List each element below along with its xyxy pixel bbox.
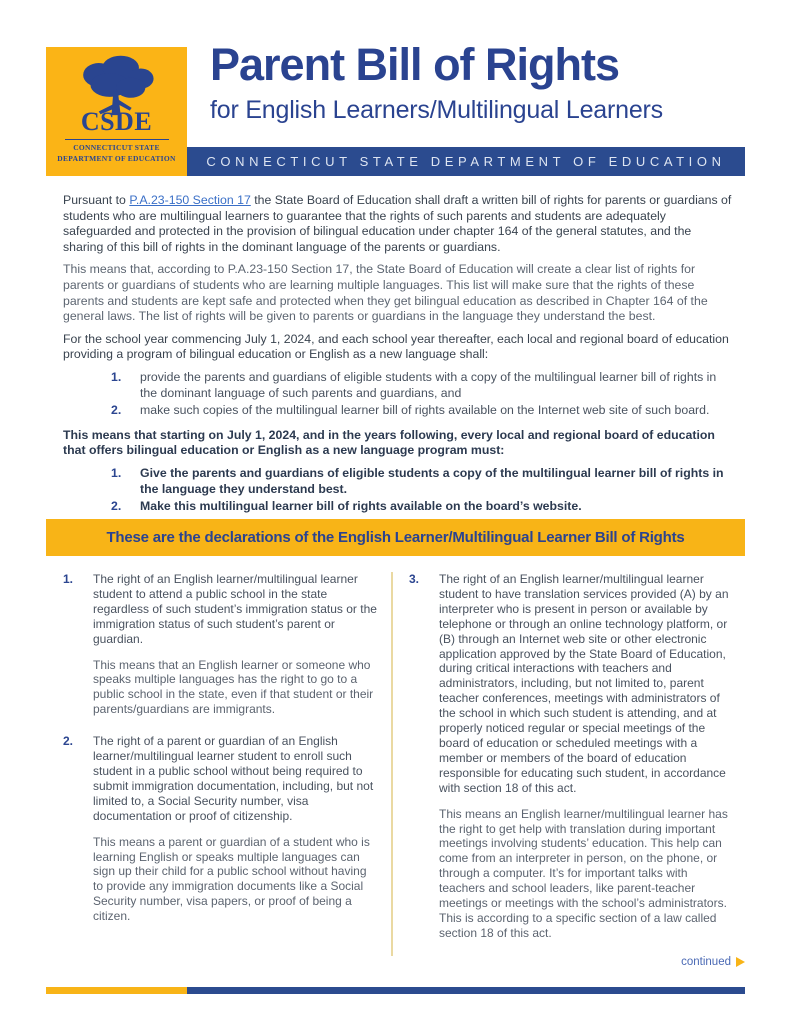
list-text: make such copies of the multilingual learner bill of rights available on the Internet web site of such board. <box>140 403 710 418</box>
declarations-column-left <box>46 572 378 956</box>
list-item <box>63 370 733 401</box>
department-banner: CONNECTICUT STATE DEPARTMENT OF EDUCATION <box>187 147 745 176</box>
declaration-number: 3. <box>409 572 420 586</box>
intro-section <box>46 193 746 524</box>
page-title: Parent Bill of Rights <box>210 39 620 90</box>
header <box>46 39 745 176</box>
logo-acronym: CSDE <box>80 107 153 136</box>
list-number: 1. <box>111 369 122 384</box>
footer-bar-navy-segment <box>187 987 745 994</box>
list-text: provide the parents and guardians of eligible students with a copy of the multilingual learner bill of rights in the dominant language of such parents and guardians, and <box>140 369 717 400</box>
footer-bar-gold-segment <box>46 987 187 994</box>
declaration-legal-text: The right of an English learner/multilingual learner student to have translation services provided (A) by an interpreter who is present in person or available by telephone or through an online technology platform, or (B) through an Internet web site or other electronic application approved by the State Board of Education, during critical interactions with teachers and administrators, including, but not limited to, parent teacher conferences, meetings with administrators of the school in which such student is attending, and at properly noticed regular or special meetings of the board of education or scheduled meetings with a member or members of the board of education responsible for educating such student, in accordance with section 18 of this act. <box>439 572 729 795</box>
intro-paragraph-requirements: For the school year commencing July 1, 2024, and each school year thereafter, each local and regional board of education providing a program of bilingual education or English as a new language shall: <box>63 331 729 362</box>
page-subtitle: for English Learners/Multilingual Learners <box>210 95 663 124</box>
list-number: 1. <box>111 465 122 480</box>
csde-logo <box>46 47 187 176</box>
list-text: Make this multilingual learner bill of rights available on the board’s website. <box>140 499 582 514</box>
continued-indicator <box>681 956 745 968</box>
list-item <box>63 403 733 419</box>
declaration-legal-text: The right of a parent or guardian of an English learner/multilingual learner student to enroll such student in a public school without being required to submit immigration documentation, including, but not limited to, a Social Security number, visa documentation or proof of citizenship. <box>93 734 374 823</box>
p1-prefix: Pursuant to <box>63 193 130 207</box>
declaration-explanation: This means an English learner/multilingual learner has the right to get help with translation during important meetings involving students’ education. This help can come from an interpreter in person, on the phone, or through a computer. It’s for important talks with teachers and school leaders, like parent-teacher meetings or meetings with the school’s administrators. This is according to a specific section of a law called section 18 of this act. <box>439 806 728 940</box>
logo-org-name: CONNECTICUT STATE DEPARTMENT OF EDUCATION <box>57 143 176 163</box>
list-number: 2. <box>111 499 122 514</box>
intro-paragraph-plain: This means that, according to P.A.23-150 Section 17, the State Board of Education will create a clear list of rights for parents or guardians of students who are learning multiple languages. This list will make sure that the rights of these parents and students are kept safe and protected when they get bilingual education as described in Chapter 164 of the general laws. The list of rights will be given to parents or guardians in the language they understand the best. <box>63 262 708 324</box>
intro-paragraph-bold: This means that starting on July 1, 2024, and in the years following, every local and regional board of education that offers bilingual education or English as a new language program must: <box>63 427 715 458</box>
requirements-list-plain-language <box>63 466 733 515</box>
footer-bar <box>46 987 745 994</box>
declarations-section <box>46 572 745 956</box>
declaration-item <box>63 734 378 924</box>
header-titles <box>187 39 745 176</box>
declarations-banner: These are the declarations of the English Learner/Multilingual Learner Bill of Rights <box>46 519 745 556</box>
list-item <box>63 499 733 515</box>
declaration-item <box>409 572 735 941</box>
statute-link[interactable]: P.A.23-150 Section 17 <box>129 193 251 207</box>
list-number: 2. <box>111 403 122 418</box>
declaration-legal-text: The right of an English learner/multilingual learner student to attend a public school in the state regardless of such student’s immigration status or the immigration status of such student’s parent or guardian. <box>93 572 377 646</box>
declaration-number: 1. <box>63 572 74 586</box>
declaration-item <box>63 572 378 717</box>
declarations-column-right <box>393 572 745 956</box>
list-text: Give the parents and guardians of eligible students a copy of the multilingual learner bill of rights in the language they understand best. <box>140 465 724 496</box>
requirements-list <box>63 370 733 419</box>
continued-arrow-icon <box>736 957 745 967</box>
list-item <box>63 466 733 497</box>
declaration-explanation: This means a parent or guardian of a student who is learning English or speaks multiple languages can sign up their child for a public school without having to provide any immigration documents like a Social Security number, visa papers, or proof of being a citizen. <box>93 834 370 924</box>
continued-label: continued <box>681 956 731 968</box>
logo-divider <box>65 139 169 140</box>
declaration-number: 2. <box>63 734 74 749</box>
p1-suffix: the State Board of Education shall draft a written bill of rights for parents or guardians of students who are multilingual learners to guarantee that the rights of such parents and students are adequately safeguarded and protected in the provision of bilingual education under chapter 164 of the general statutes, and the sharing of this bill of rights in the dominant language of the parents or guardians. <box>63 193 732 254</box>
declaration-explanation: This means that an English learner or someone who speaks multiple languages has the right to go to a public school in the state, even if that student or their parents/guardians are immigrants. <box>93 657 374 717</box>
intro-paragraph-legal <box>63 193 733 255</box>
